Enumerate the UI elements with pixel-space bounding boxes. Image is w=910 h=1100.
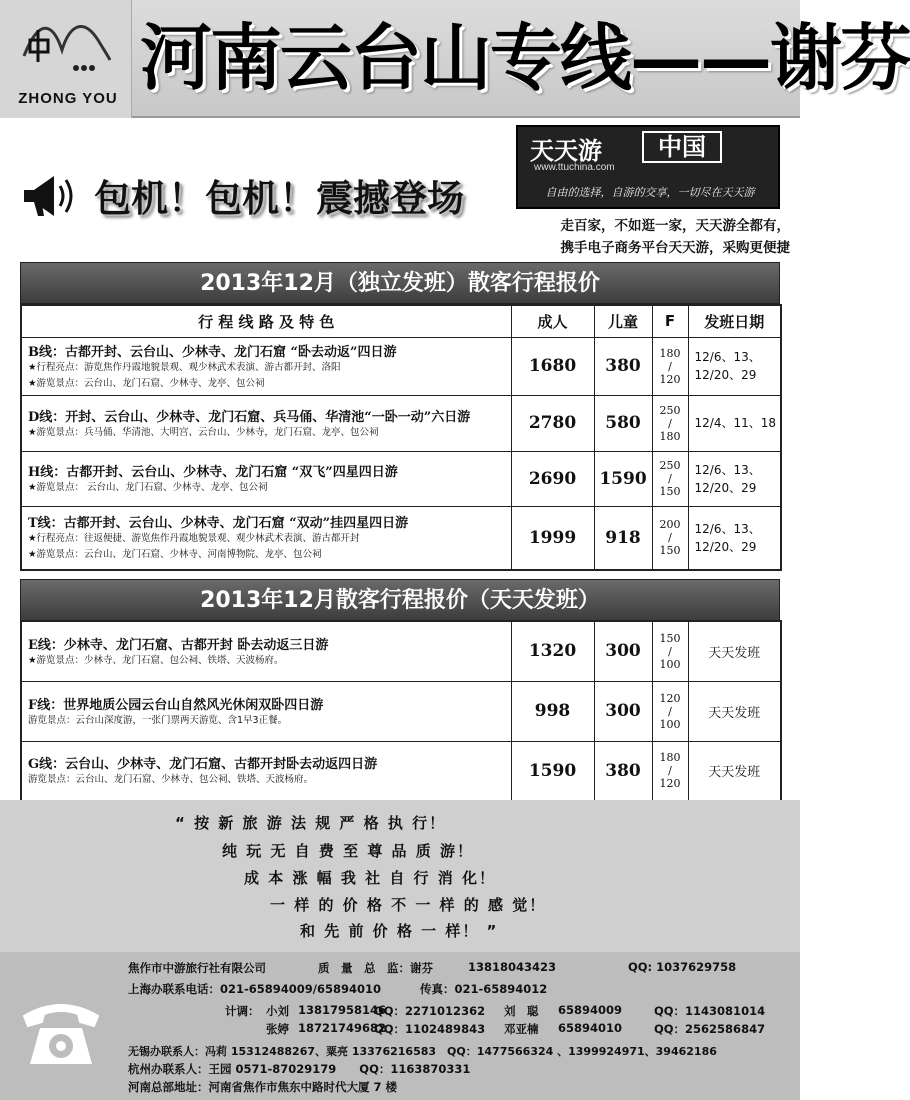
- table-row: [21, 621, 781, 681]
- page-title: 河南云台山专线——谢芬: [140, 15, 910, 100]
- dates-line2: 12/20、29: [694, 539, 757, 554]
- dates-line1: 12/6、13、: [694, 462, 761, 477]
- staff-phone: 13817958146: [298, 1003, 387, 1017]
- table-row: [21, 681, 781, 741]
- f-price-top: 200: [659, 518, 681, 532]
- route-name: F线：世界地质公园云台山自然风光休闲双卧四日游: [28, 697, 324, 713]
- child-price: 1590: [594, 451, 652, 506]
- policy-line: 纯 玩 无 自 费 至 尊 品 质 游！: [222, 842, 475, 860]
- route-note: ★游览景点：少林寺、龙门石窟、包公祠、铁塔、天波杨府。: [28, 654, 284, 666]
- staff-label: 计调：: [225, 1004, 260, 1018]
- f-price: 250 / 180: [652, 395, 688, 451]
- telephone-icon: [18, 990, 104, 1070]
- wuxi-office: 无锡办联系人：冯莉 15312488267、粟亮 13376216583 QQ：1477566324 、1399924971、39462186: [128, 1045, 717, 1058]
- quality-director: 质 量 总 监：谢芬: [318, 961, 433, 975]
- header-dates: 发班日期: [688, 305, 781, 337]
- departure-dates: 天天发班: [688, 741, 781, 801]
- route-name: H线：古都开封、云台山、少林寺、龙门石窟 “双飞”四星四日游: [28, 465, 398, 480]
- staff-name: 刘 聪: [504, 1004, 539, 1018]
- adult-price: 1680: [511, 337, 594, 395]
- f-price-bottom: 120: [659, 777, 681, 791]
- brand-china-label: 中国: [642, 131, 722, 163]
- route-name: D线：开封、云台山、少林寺、龙门石窟、兵马俑、华清池“一卧一动”六日游: [28, 409, 471, 425]
- staff-name: 张婷: [266, 1022, 289, 1036]
- route-note: ★游览景点：云台山、龙门石窟、少林寺、龙亭、包公祠: [28, 377, 265, 389]
- child-price: 300: [594, 681, 652, 741]
- table-row: [21, 395, 781, 451]
- f-price: 150 / 100: [652, 621, 688, 681]
- departure-dates: [688, 395, 781, 451]
- dates-line2: 12/20、29: [694, 368, 757, 382]
- staff-phone: 18721749682: [298, 1021, 387, 1035]
- route-note: 游览景点：云台山深度游，一张门票两天游览、含1早3正餐。: [28, 714, 288, 726]
- staff-name: 邓亚楠: [504, 1022, 539, 1036]
- child-price: 380: [594, 741, 652, 801]
- route-cell: [21, 506, 511, 570]
- route-note: 游览景点：云台山、龙门石窟、少林寺、包公祠、铁塔、天波杨府。: [28, 774, 314, 786]
- f-price-top: 250: [659, 403, 681, 417]
- f-price-bottom: 180: [659, 429, 681, 443]
- adult-price: 998: [511, 681, 594, 741]
- header-child: 儿童: [594, 305, 652, 337]
- f-price: 180 / 120: [652, 337, 688, 395]
- brand-description-line1: 走百家，不如逛一家，天天游全都有，: [560, 218, 790, 234]
- header-f: F: [652, 305, 688, 337]
- dates-line2: 12/20、29: [694, 480, 757, 495]
- staff-name: 小刘: [266, 1004, 289, 1018]
- table2-title: 2013年12月散客行程报价（天天发班）: [20, 579, 780, 621]
- departure-dates: [688, 451, 781, 506]
- child-price: 918: [594, 506, 652, 570]
- brand-description-line2: 携手电子商务平台天天游，采购更便捷: [560, 240, 790, 256]
- route-name: G线：云台山、少林寺、龙门石窟、古都开封卧去动返四日游: [28, 757, 378, 773]
- route-cell: [21, 621, 511, 681]
- route-cell: [21, 395, 511, 451]
- route-note: ★游览景点：兵马俑、华清池、大明宫、云台山、少林寺，龙门石窟、龙亭、包公祠: [28, 426, 379, 438]
- route-cell: [21, 451, 511, 506]
- table-header-row: [21, 305, 781, 337]
- adult-price: 1320: [511, 621, 594, 681]
- promo-slogan: 包机！包机！震撼登场: [94, 177, 464, 220]
- staff-phone: 65894009: [558, 1003, 623, 1017]
- staff-qq: QQ：1102489843: [374, 1022, 486, 1036]
- company-name: 焦作市中游旅行社有限公司: [128, 961, 266, 975]
- dates-line1: 12/4、11、18: [694, 416, 776, 430]
- shanghai-office-phone: 上海办联系电话：021-65894009/65894010: [128, 982, 382, 996]
- policy-line: “ 按 新 旅 游 法 规 严 格 执 行！: [175, 814, 447, 832]
- adult-price: 2690: [511, 451, 594, 506]
- table-row: [21, 451, 781, 506]
- child-price: 580: [594, 395, 652, 451]
- f-price-top: 150: [659, 631, 681, 645]
- price-table-daily: [20, 620, 782, 802]
- departure-dates: 天天发班: [688, 681, 781, 741]
- policy-line: 和 先 前 价 格 一 样！ ”: [300, 922, 499, 940]
- f-price-bottom: 150: [659, 485, 681, 498]
- f-price-bottom: 120: [659, 372, 681, 386]
- table1-title: 2013年12月（独立发班）散客行程报价: [20, 262, 780, 304]
- f-price-top: 180: [659, 346, 681, 360]
- brand-url: www.ttuchina.com: [534, 162, 615, 173]
- f-price-bottom: 150: [659, 544, 681, 558]
- dates-line1: 12/6、13、: [694, 350, 761, 364]
- staff-qq: QQ：1143081014: [654, 1004, 766, 1018]
- fax-number: 传真：021-65894012: [420, 982, 548, 996]
- quality-director-phone: 13818043423: [468, 960, 557, 974]
- policy-line: 成 本 涨 幅 我 社 自 行 消 化！: [244, 869, 497, 887]
- f-price: 180 / 120: [652, 741, 688, 801]
- adult-price: 2780: [511, 395, 594, 451]
- route-cell: [21, 337, 511, 395]
- hangzhou-office: 杭州办联系人：王园 0571-87029179 QQ：1163870331: [128, 1062, 471, 1076]
- f-price-top: 250: [659, 459, 681, 472]
- policy-line: 一 样 的 价 格 不 一 样 的 感 觉！: [270, 896, 547, 914]
- price-table-independent: [20, 304, 782, 571]
- header-adult: 成人: [511, 305, 594, 337]
- table-row: [21, 506, 781, 570]
- route-cell: [21, 681, 511, 741]
- departure-dates: [688, 337, 781, 395]
- logo-text: ZHONG YOU: [18, 90, 118, 107]
- f-price-bottom: 100: [659, 657, 681, 671]
- departure-dates: [688, 506, 781, 570]
- table-row: [21, 741, 781, 801]
- route-cell: [21, 741, 511, 801]
- route-name: T线：古都开封、云台山、少林寺、龙门石窟 “双动”挂四星四日游: [28, 516, 409, 532]
- f-price: 250 / 150: [652, 451, 688, 506]
- route-name: E线：少林寺、龙门石窟、古都开封 卧去动返三日游: [28, 637, 329, 653]
- brand-tagline: 自由的选择，自游的交享，一切尽在天天游: [545, 186, 755, 199]
- staff-qq: QQ：2562586847: [654, 1022, 766, 1036]
- f-price-top: 120: [659, 691, 681, 705]
- headquarters-address: 河南总部地址：河南省焦作市焦东中路时代大厦 7 楼: [128, 1080, 398, 1094]
- adult-price: 1590: [511, 741, 594, 801]
- adult-price: 1999: [511, 506, 594, 570]
- f-price-top: 180: [659, 751, 681, 765]
- staff-phone: 65894010: [558, 1021, 623, 1035]
- zhongyou-logo-icon: [18, 10, 114, 74]
- route-note: ★行程亮点：游览焦作丹霞地貌景观、观少林武术表演、游古都开封、洛阳: [28, 361, 341, 373]
- child-price: 300: [594, 621, 652, 681]
- route-name: B线：古都开封、云台山、少林寺、龙门石窟 “卧去动返”四日游: [28, 344, 397, 360]
- table-row: [21, 337, 781, 395]
- route-note: ★游览景点：云台山、龙门石窟、少林寺、河南博物院、龙亭、包公祠: [28, 549, 322, 561]
- route-note: ★行程亮点：往返便捷、游览焦作丹霞地貌景观、观少林武术表演、游古都开封: [28, 533, 360, 545]
- header-route: 行 程 线 路 及 特 色: [21, 305, 511, 337]
- staff-qq: QQ：2271012362: [374, 1004, 486, 1018]
- brand-name: 天天游: [530, 137, 602, 165]
- child-price: 380: [594, 337, 652, 395]
- f-price: 120 / 100: [652, 681, 688, 741]
- departure-dates: 天天发班: [688, 621, 781, 681]
- route-note: ★游览景点： 云台山、龙门石窟、少林寺、龙亭、包公祠: [28, 482, 268, 493]
- f-price: 200 / 150: [652, 506, 688, 570]
- dates-line1: 12/6、13、: [694, 521, 761, 536]
- megaphone-icon: [20, 170, 78, 222]
- f-price-bottom: 100: [659, 717, 681, 731]
- main-qq: QQ: 1037629758: [628, 960, 737, 974]
